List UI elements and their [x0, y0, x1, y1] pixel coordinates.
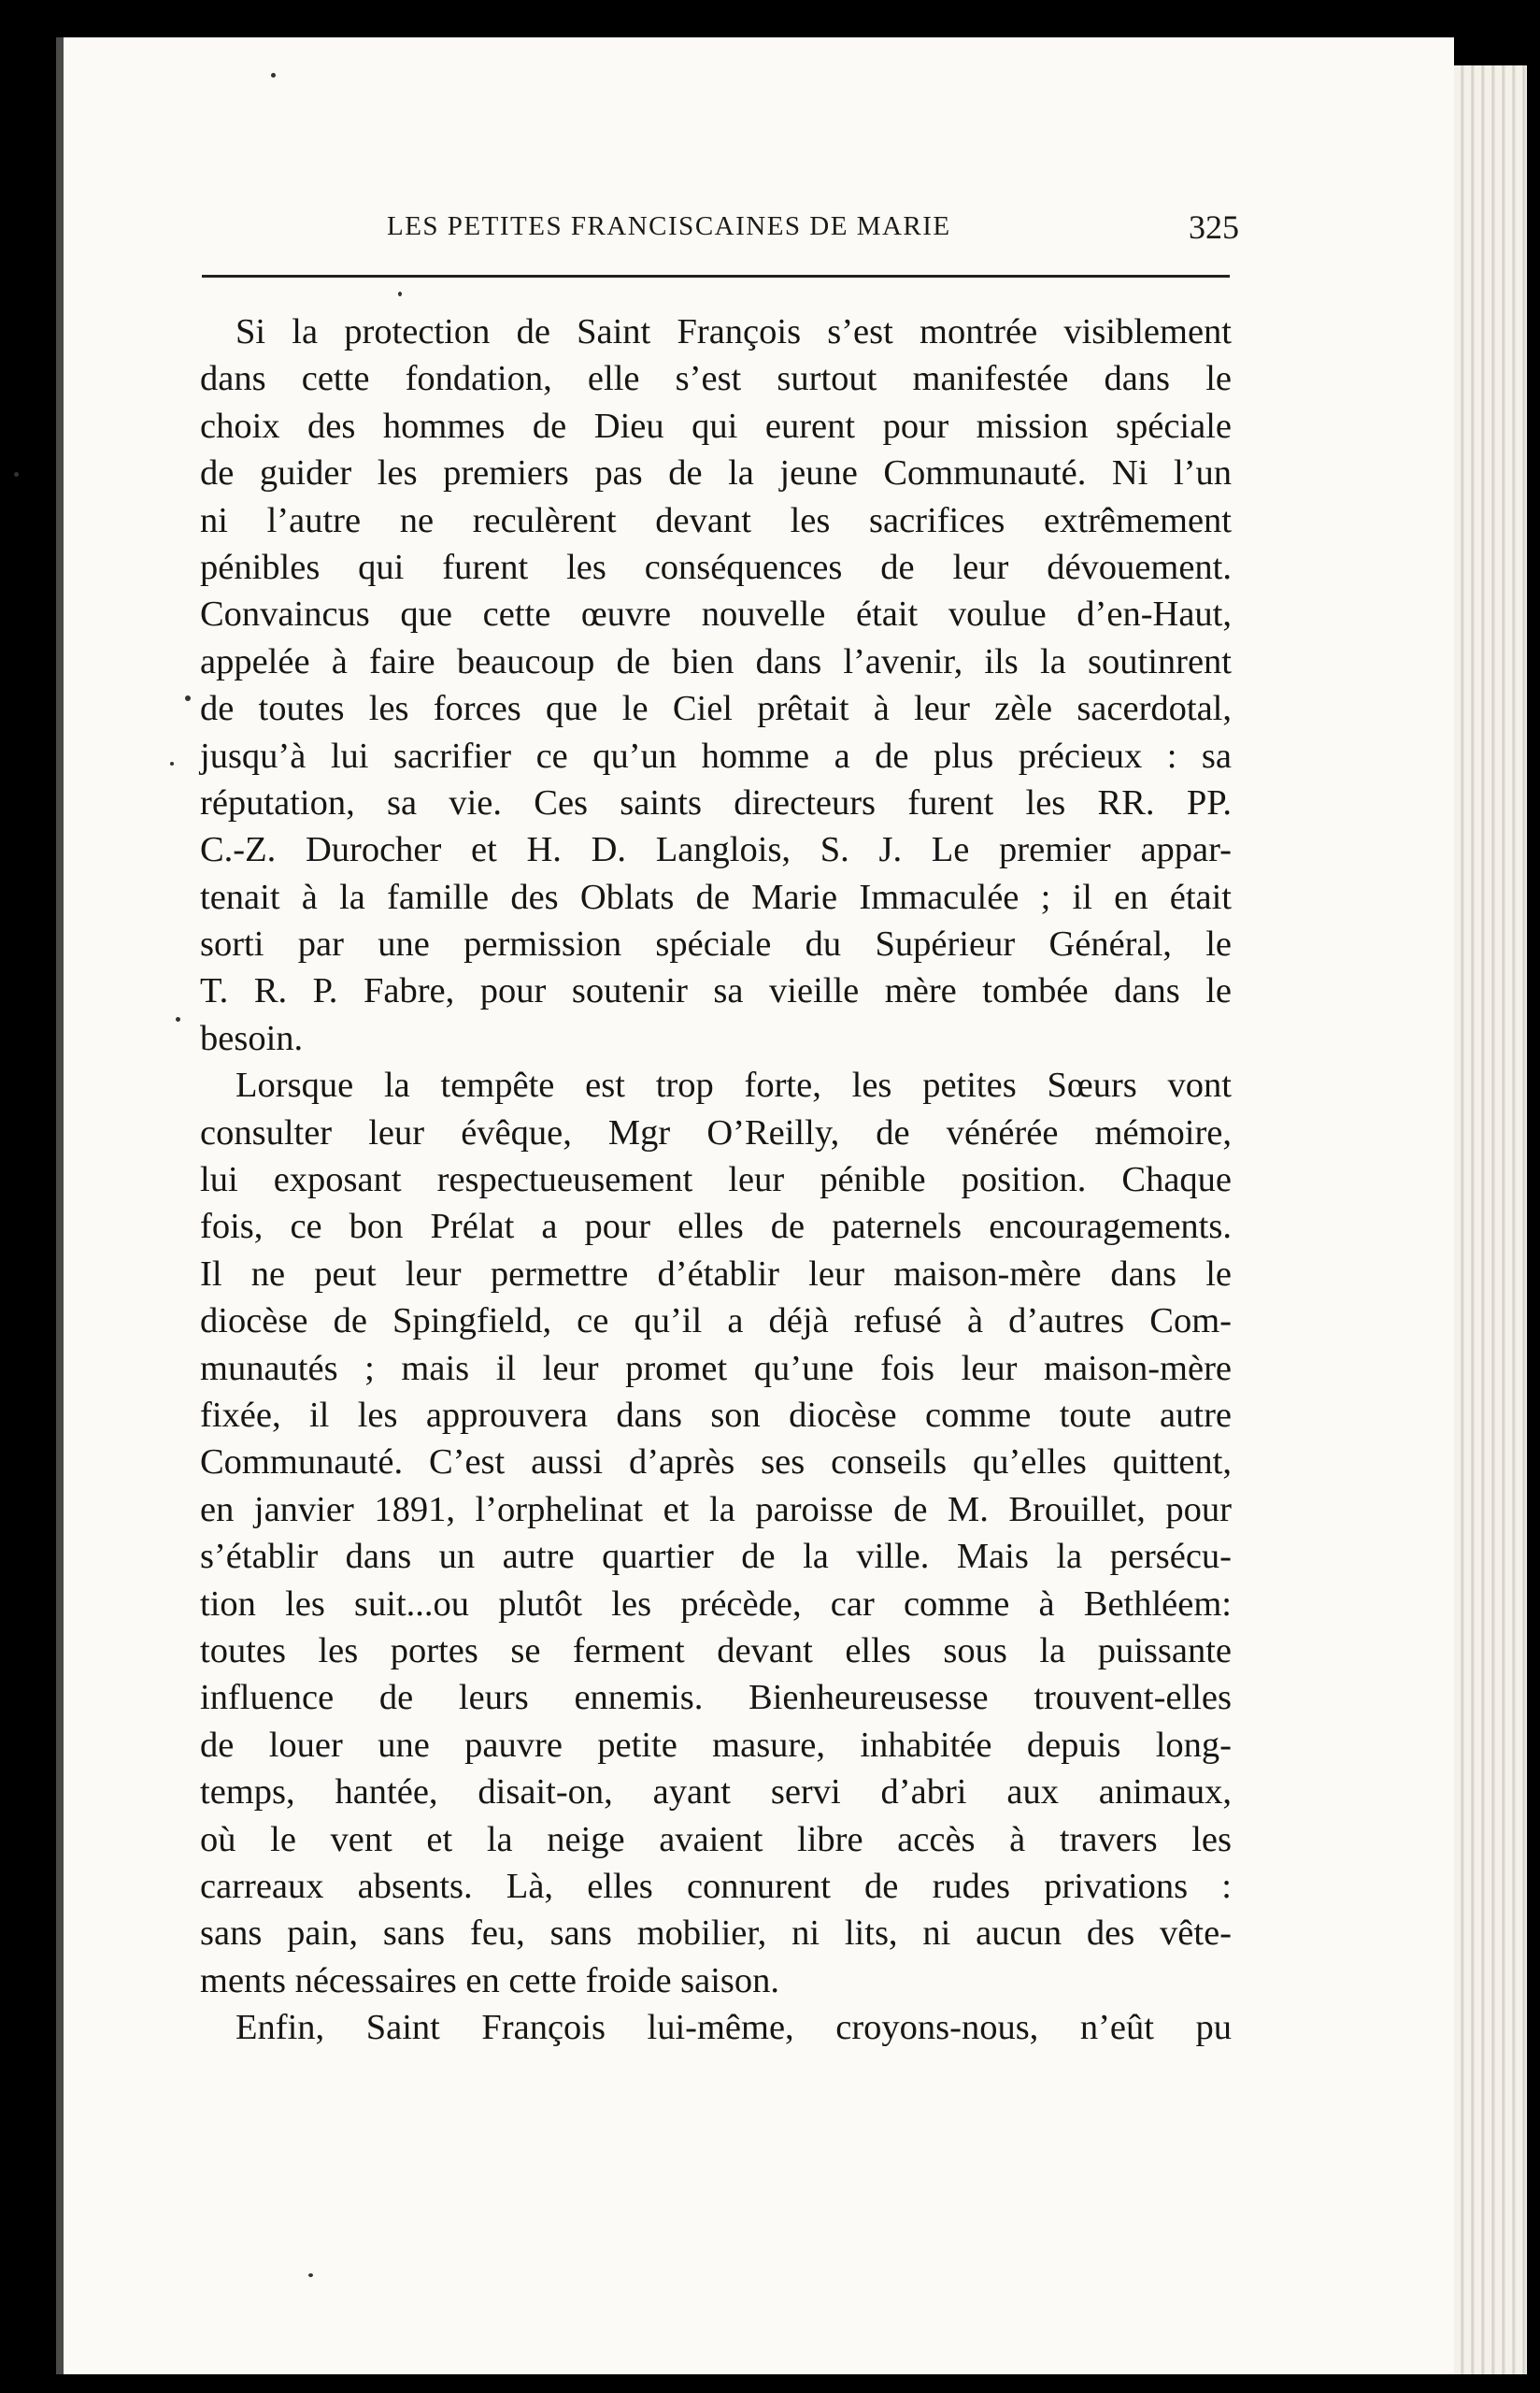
page-number: 325 — [1189, 208, 1239, 246]
text-line: pénibles qui furent les conséquences de leur dévouement. — [200, 547, 1232, 587]
scan-speck — [14, 472, 19, 477]
body-text — [200, 308, 1232, 2051]
text-line: temps, hantée, disait-on, ayant servi d’abri aux animaux, — [200, 1772, 1232, 1813]
text-line: réputation, sa vie. Ces saints directeurs furent les RR. PP. — [200, 782, 1232, 823]
text-line: de guider les premiers pas de la jeune Communauté. Ni l’un — [200, 453, 1232, 494]
text-line: choix des hommes de Dieu qui eurent pour mission spéciale — [200, 406, 1232, 446]
text-line: Lorsque la tempête est trop forte, les petites Sœurs vont — [235, 1066, 1232, 1106]
header-rule — [202, 275, 1230, 278]
page-edges — [1454, 65, 1527, 2374]
text-line: où le vent et la neige avaient libre accès à travers les — [200, 1819, 1232, 1859]
text-line: de toutes les forces que le Ciel prêtait à leur zèle sacerdotal, — [200, 689, 1232, 729]
text-line: C.-Z. Durocher et H. D. Langlois, S. J. Le premier appar- — [200, 830, 1232, 870]
text-line: dans cette fondation, elle s’est surtout manifestée dans le — [200, 359, 1232, 399]
text-line: carreaux absents. Là, elles connurent de rudes privations : — [200, 1866, 1232, 1906]
text-line: tenait à la famille des Oblats de Marie Immaculée ; il en était — [200, 877, 1232, 917]
text-line: consulter leur évêque, Mgr O’Reilly, de vénérée mémoire, — [200, 1112, 1232, 1153]
text-line: diocèse de Spingfield, ce qu’il a déjà refusé à d’autres Com- — [200, 1301, 1232, 1341]
scan-speck — [398, 292, 402, 296]
scan-speck — [170, 762, 174, 766]
text-line: Il ne peut leur permettre d’établir leur maison-mère dans le — [200, 1254, 1232, 1294]
running-header — [202, 204, 1239, 260]
text-line: ments nécessaires en cette froide saison. — [200, 1960, 780, 2000]
text-line: ni l’autre ne reculèrent devant les sacrifices extrêmement — [200, 500, 1232, 540]
text-line: toutes les portes se ferment devant elles sous la puissante — [200, 1630, 1232, 1670]
text-line: munautés ; mais il leur promet qu’une fois leur maison-mère — [200, 1348, 1232, 1388]
scan-speck — [271, 73, 276, 78]
text-line: de louer une pauvre petite masure, inhabitée depuis long- — [200, 1725, 1232, 1765]
text-line: influence de leurs ennemis. Bienheureusesse trouvent-elles — [200, 1678, 1232, 1718]
text-line: Si la protection de Saint François s’est montrée visiblement — [235, 312, 1232, 351]
text-line: tion les suit...ou plutôt les précède, car comme à Bethléem: — [200, 1583, 1232, 1624]
text-line: T. R. P. Fabre, pour soutenir sa vieille mère tombée dans le — [200, 971, 1232, 1011]
text-line: s’établir dans un autre quartier de la ville. Mais la persécu- — [200, 1537, 1232, 1577]
text-line: en janvier 1891, l’orphelinat et la paroisse de M. Brouillet, pour — [200, 1489, 1232, 1529]
scan-speck — [185, 695, 191, 701]
scan-speck — [308, 2273, 313, 2277]
running-title: LES PETITES FRANCISCAINES DE MARIE — [387, 211, 951, 241]
text-line: fixée, il les approuvera dans son diocèse comme toute autre — [200, 1395, 1232, 1435]
text-line: sans pain, sans feu, sans mobilier, ni lits, ni aucun des vête- — [200, 1913, 1232, 1954]
text-line: besoin. — [200, 1018, 304, 1058]
text-line: Enfin, Saint François lui-même, croyons-nous, n’eût pu — [235, 2008, 1232, 2048]
scan-speck — [176, 1017, 180, 1022]
text-line: Convaincus que cette œuvre nouvelle était voulue d’en-Haut, — [200, 595, 1232, 635]
text-line: jusqu’à lui sacrifier ce qu’un homme a de plus précieux : sa — [200, 736, 1232, 776]
text-line: fois, ce bon Prélat a pour elles de paternels encouragements. — [200, 1207, 1232, 1247]
text-line: Communauté. C’est aussi d’après ses conseils qu’elles quittent, — [200, 1442, 1232, 1483]
text-line: appelée à faire beaucoup de bien dans l’avenir, ils la soutinrent — [200, 641, 1232, 681]
text-line: lui exposant respectueusement leur pénible position. Chaque — [200, 1160, 1232, 1200]
text-line: sorti par une permission spéciale du Supérieur Général, le — [200, 924, 1232, 965]
